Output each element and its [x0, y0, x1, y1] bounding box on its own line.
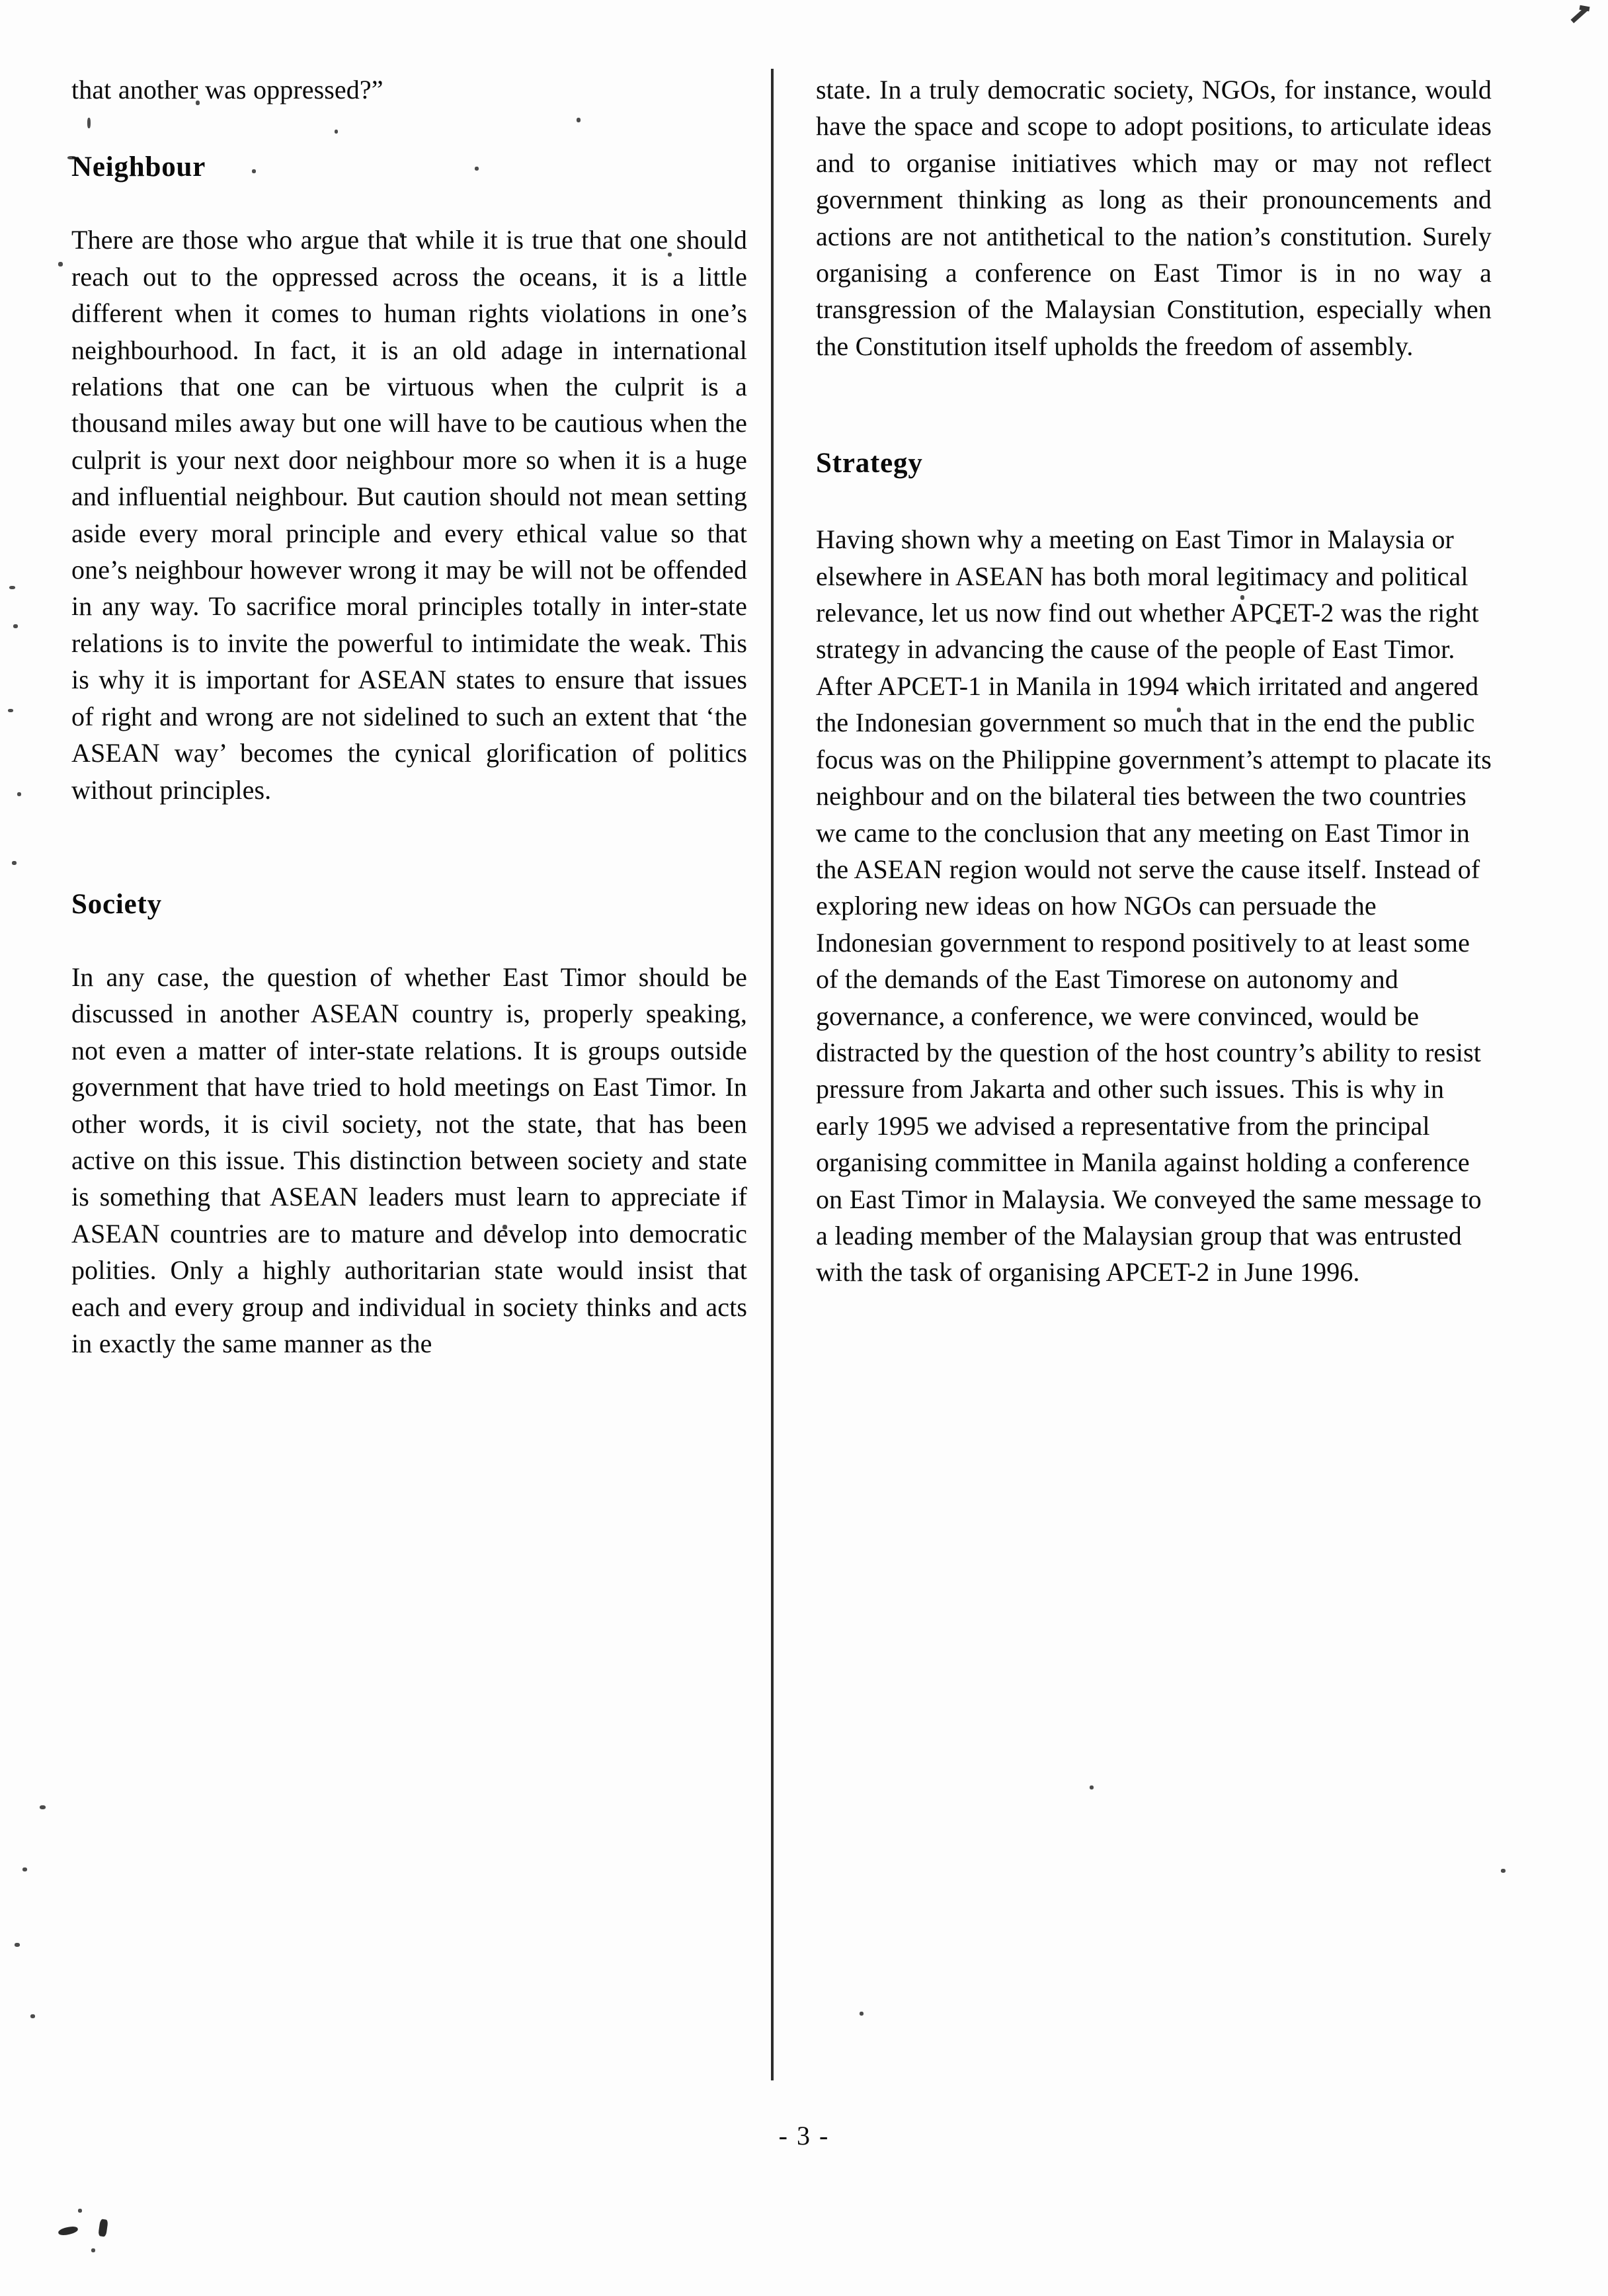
spacer [816, 481, 1492, 521]
spacer [816, 364, 1492, 445]
continued-paragraph-left: that another was oppressed?” [71, 75, 383, 104]
heading-society: Society [71, 888, 162, 920]
spacer [71, 108, 747, 149]
scan-speckle [78, 2209, 82, 2213]
scan-artifact-blotch [98, 2219, 108, 2236]
page-number: - 3 - [778, 2121, 830, 2151]
paragraph-strategy: Having shown why a meeting on East Timor in Malaysia or elsewhere in ASEAN has both moral legitimacy and political relevance, let us now find out whether APCET-2 was the right strategy in advancing the cause of the people of East Timor. After APCET-1 in Manila in 1994 which irritated and angered the Indonesian government so much that in the end the public focus was on the Philippine government’s attempt to placate its neighbour and on the bilateral ties between the two countries we came to the conclusion that any meeting on East Timor in the ASEAN region would not serve the cause itself. Instead of exploring new ideas on how NGOs can persuade the Indonesian government to respond positively to at least some of the demands of the East Timorese on autonomy and governance, a conference, we were convinced, would be distracted by the question of the host country’s ability to resist pressure from Jakarta and other such issues. This is why in early 1995 we advised a representative from the principal organising committee in Manila against holding a conference on East Timor in Malaysia. We conveyed the same message to a leading member of the Malaysian group that was entrusted with the task of organising APCET-2 in June 1996. [816, 524, 1492, 1288]
spacer [71, 922, 747, 959]
paragraph-society: In any case, the question of whether East Timor should be discussed in another ASEAN country is, properly speaking, not even a matter of inter-state relations. It is groups outside government that have tried to hold meetings on East Timor. In other words, it is civil society, not the state, that has been active on this issue. This distinction between society and state is something that ASEAN leaders must learn to appreciate if ASEAN countries are to mature and develop into democratic polities. Only a highly authoritarian state would insist that each and every group and individual in society thinks and acts in exactly the same manner as the [71, 962, 747, 1358]
spacer [71, 185, 747, 222]
scan-artifact-corner-mark [1570, 4, 1592, 26]
two-column-body [0, 71, 1608, 2075]
left-column [71, 71, 747, 2075]
continued-paragraph-right: state. In a truly democratic society, NGOs, for instance, would have the space and scope to adopt positions, to articulate ideas and to organise initiatives which may or may not reflect government thinking as long as their pronouncements and actions are not antithetical to the nation’s constitution. Surely organising a conference on East Timor is in no way a transgression of the Malaysian Constitution, especially when the Constitution itself upholds the freedom of assembly. [816, 75, 1492, 361]
heading-neighbour: Neighbour [71, 151, 206, 183]
right-column [816, 71, 1492, 2075]
scan-speckle [91, 2248, 95, 2252]
spacer [71, 808, 747, 886]
scan-artifact-blotch [58, 2225, 79, 2236]
heading-strategy: Strategy [816, 448, 923, 479]
paragraph-neighbour: There are those who argue that while it is true that one should reach out to the oppressed across the oceans, it is a little different when it comes to human rights violations in one’s neighbourhood. In fact, it is an old adage in international relations that one can be virtuous when the culprit is a thousand miles away but one will have to be cautious when the culprit is your next door neighbour more so when it is a huge and influential neighbour. But caution should not mean setting aside every moral principle and every ethical value so that one’s neighbour however wrong it may be will not be offended in any way. To sacrifice moral principles totally in inter-state relations is to invite the powerful to intimidate the weak. This is why it is important for ASEAN states to ensure that issues of right and wrong are not sidelined to such an extent that ‘the ASEAN way’ becomes the cynical glorification of politics without principles. [71, 225, 747, 805]
